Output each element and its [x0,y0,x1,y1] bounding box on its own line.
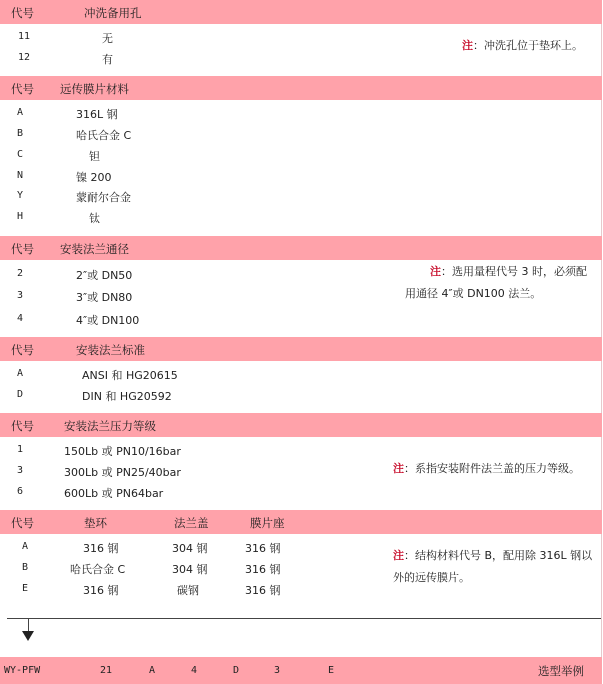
row-code: A [17,368,24,379]
row-text: 300Lb 或 PN25/40bar [64,466,181,479]
header-code-label: 代号 [11,343,34,357]
row-code: 3 [17,290,24,301]
row-flange: 304 钢 [172,563,208,576]
example-code-6: E [328,665,335,676]
row-code: 1 [17,444,24,455]
header-title: 冲洗备用孔 [84,6,142,20]
header-code-label: 代号 [11,242,34,256]
row-text: 蒙耐尔合金 [76,191,131,204]
row-text: 316L 钢 [76,108,118,121]
header-code-label: 代号 [11,419,34,433]
row-code: A [22,541,29,552]
down-arrow-icon [22,631,34,641]
note-text: ：结构材料代号 B，配用除 316L 钢以 [404,549,593,562]
note-text: ：冲洗孔位于垫环上。 [473,39,583,52]
note-prefix: 注 [462,39,473,52]
header-code-label: 代号 [11,82,34,96]
row-code: D [17,389,24,400]
header-code-label: 代号 [11,6,34,20]
row-text: 钛 [89,212,100,225]
note-diameter [405,261,587,305]
row-seat: 316 钢 [245,542,281,555]
row-code: 4 [17,313,24,324]
example-code-1: 21 [100,665,113,676]
row-seat: 316 钢 [245,563,281,576]
header-title: 安装法兰压力等级 [64,419,156,433]
header-col-ring: 垫环 [84,516,107,530]
row-code: B [17,128,24,139]
note-prefix: 注 [430,265,441,278]
row-code: E [22,583,29,594]
row-code: N [17,170,24,181]
header-title: 安装法兰通径 [60,242,129,256]
note-pressure [393,458,580,480]
example-code-3: 4 [191,665,198,676]
row-ring: 哈氏合金 C [70,563,126,576]
row-flange: 304 钢 [172,542,208,555]
row-flange: 碳钢 [177,584,199,597]
example-code-5: 3 [274,665,281,676]
note-flush [462,35,583,57]
row-code: H [17,211,24,222]
row-code: B [22,562,29,573]
header-title: 远传膜片材料 [60,82,129,96]
connector-stem [28,618,29,632]
example-bar [0,657,602,684]
row-text: 无 [102,32,113,45]
section-header-structure [0,510,602,534]
row-text: 钽 [89,150,100,163]
header-col-flange: 法兰盖 [174,516,209,530]
section-header-membrane [0,76,602,100]
row-text: 4″或 DN100 [76,314,140,327]
row-code: C [17,149,24,160]
note-prefix: 注 [393,549,404,562]
row-ring: 316 钢 [83,542,119,555]
example-code-4: D [233,665,240,676]
row-text: 2″或 DN50 [76,269,133,282]
note-line: 外的远传膜片。 [393,571,470,584]
note-text: ：选用量程代号 3 时，必须配 [441,265,587,278]
note-prefix: 注 [393,462,404,475]
row-code: A [17,107,24,118]
section-header-standard [0,337,602,361]
note-structure [393,545,592,589]
row-text: 有 [102,53,113,66]
row-ring: 316 钢 [83,584,119,597]
row-code: 2 [17,268,24,279]
note-line [405,261,587,283]
row-code: 12 [18,52,31,63]
section-header-pressure [0,413,602,437]
section-header-diameter [0,236,602,260]
header-col-seat: 膜片座 [250,516,285,530]
note-line [393,545,592,567]
header-code-label: 代号 [11,516,34,530]
row-text: 镍 200 [76,171,112,184]
row-text: DIN 和 HG20592 [82,390,172,403]
example-label: 选型举例 [538,664,584,678]
row-seat: 316 钢 [245,584,281,597]
row-text: 哈氏合金 C [76,129,132,142]
connector-line [7,618,601,619]
row-text: 600Lb 或 PN64bar [64,487,164,500]
row-text: 3″或 DN80 [76,291,133,304]
row-code: 6 [17,486,24,497]
row-code: 11 [18,31,31,42]
row-text: 150Lb 或 PN10/16bar [64,445,181,458]
row-code: 3 [17,465,24,476]
row-code: Y [17,190,24,201]
header-title: 安装法兰标准 [76,343,145,357]
example-code-2: A [149,665,156,676]
note-line: 用通径 4″或 DN100 法兰。 [405,287,542,300]
row-text: ANSI 和 HG20615 [82,369,178,382]
section-header-flush [0,0,602,24]
example-model: WY-PFW [4,665,41,676]
note-text: ：系指安装附件法兰盖的压力等级。 [404,462,580,475]
